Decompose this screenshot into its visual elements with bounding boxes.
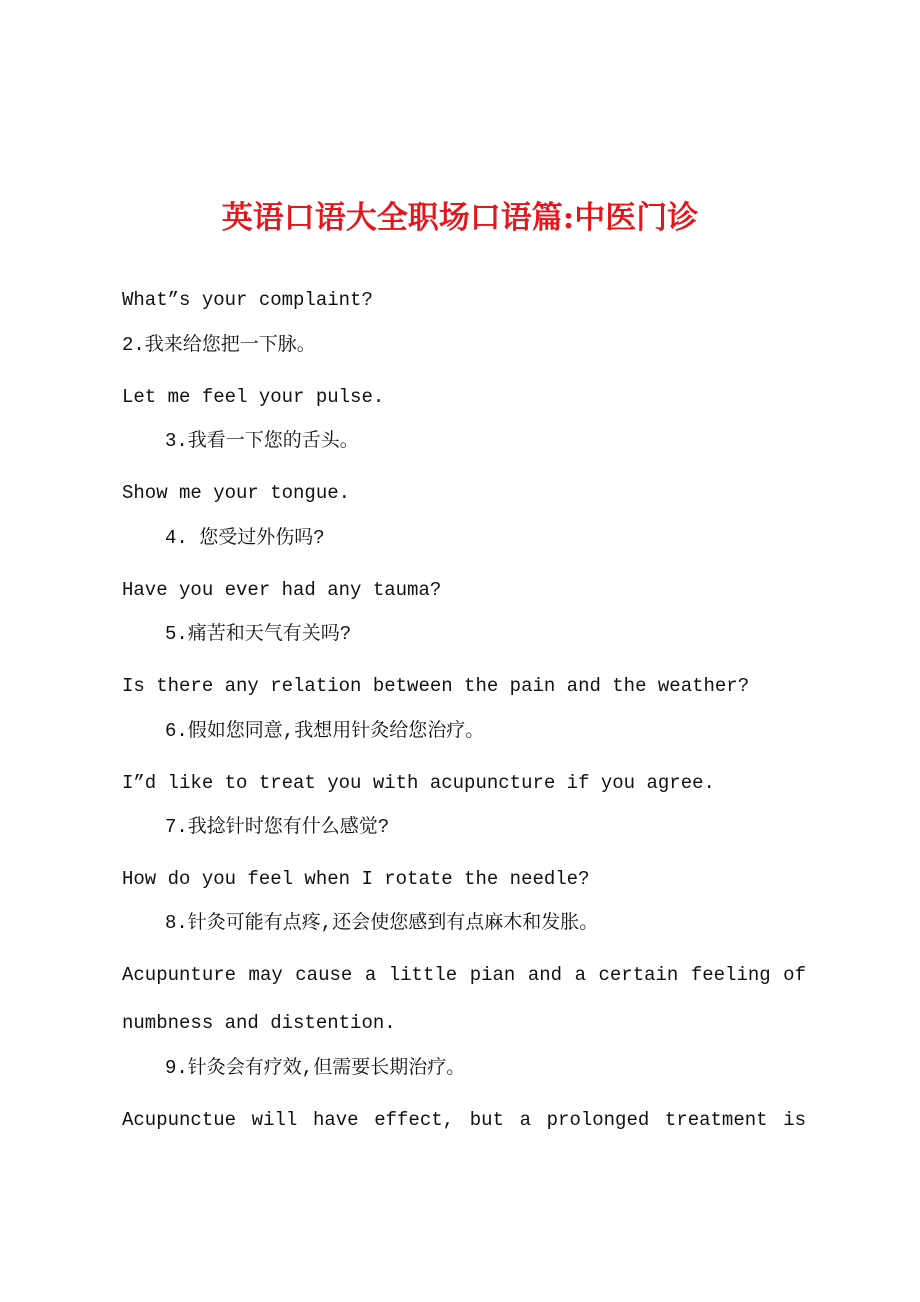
english-line: Let me feel your pulse. [122,386,385,408]
english-line: numbness and distention. [122,1012,396,1034]
chinese-line: 4. 您受过外伤吗? [165,527,325,549]
english-line: I”d like to treat you with acupuncture if you agree. [122,772,715,794]
chinese-line: 9.针灸会有疗效,但需要长期治疗。 [165,1057,466,1079]
english-line: How do you feel when I rotate the needle? [122,868,590,890]
chinese-line: 2.我来给您把一下脉。 [122,334,316,356]
chinese-line: 3.我看一下您的舌头。 [165,430,359,452]
english-line: Have you ever had any tauma? [122,579,442,601]
english-line: What”s your complaint? [122,289,373,311]
chinese-line: 5.痛苦和天气有关吗? [165,623,352,645]
chinese-line: 8.针灸可能有点疼,还会使您感到有点麻木和发胀。 [165,912,599,934]
chinese-line: 6.假如您同意,我想用针灸给您治疗。 [165,720,485,742]
chinese-line: 7.我捻针时您有什么感觉? [165,816,390,838]
english-line: Show me your tongue. [122,482,351,504]
document-title: 英语口语大全职场口语篇:中医门诊 [221,200,699,236]
english-line: Is there any relation between the pain and the weather? [122,675,750,697]
english-line: Acupunctue will have effect, but a prolonged treatment is [122,1109,806,1131]
english-line: Acupunture may cause a little pian and a certain feeling of [122,964,806,986]
